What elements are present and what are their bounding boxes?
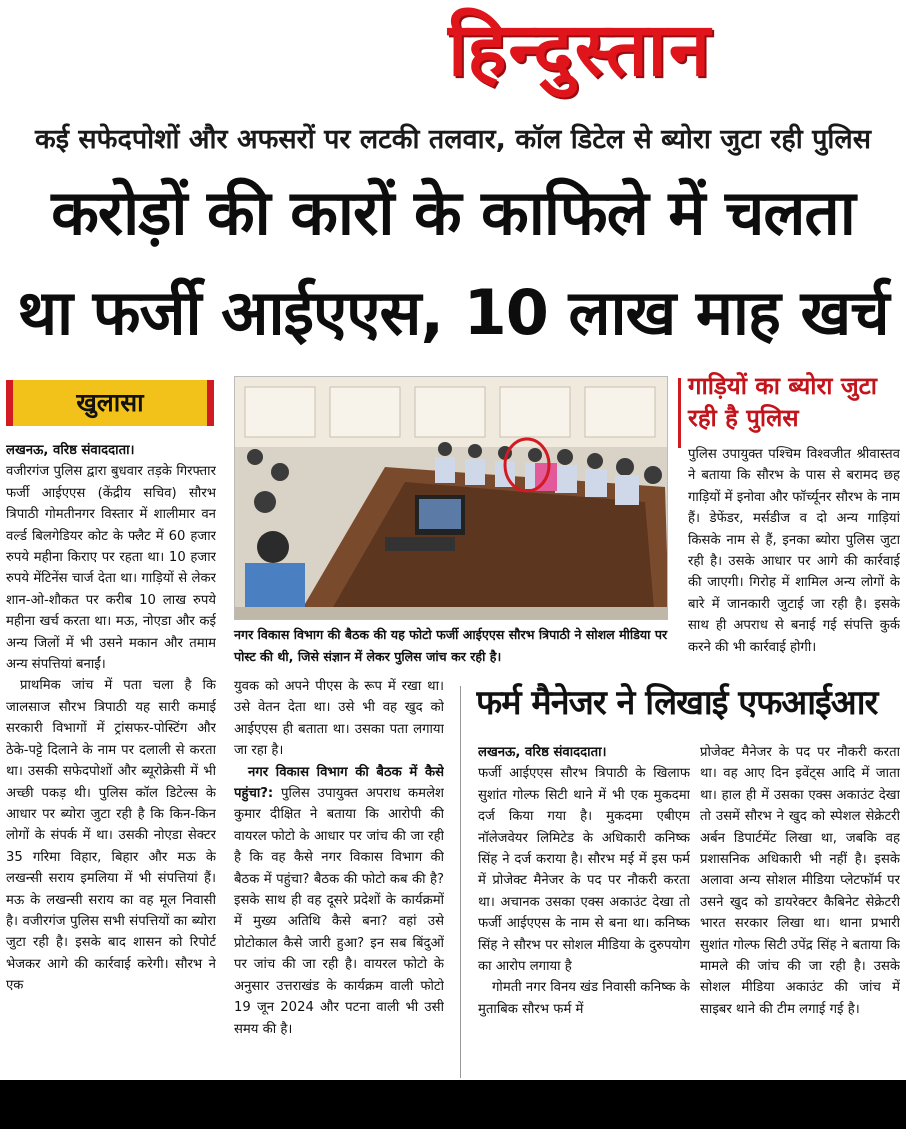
- second-story-para-2: गोमती नगर विनय खंड निवासी कनिष्क के मुताबिक सौरभ फर्म में: [478, 980, 690, 1017]
- sidebar-title: गाड़ियों का ब्योरा जुटा रही है पुलिस: [688, 372, 877, 432]
- meeting-photo: [234, 376, 668, 620]
- main-headline-line-1: करोड़ों की कारों के काफिले में चलता: [51, 176, 855, 249]
- second-story-column-b: [700, 742, 900, 1078]
- meeting-photo-illustration: [235, 377, 668, 620]
- column1-paragraph-1: वजीरगंज पुलिस द्वारा बुधवार तड़के गिरफ्तार फर्जी आईएएस (केंद्रीय सचिव) सौरभ त्रिपाठी गोमतीनगर विस्तार में शालीमार वन वर्ल्ड बिलगेडियर कोट के फ्लैट में 60 हजार रुपये महीना किराए पर रहता था। 10 हजार रुपये मेंटिनेंस चार्ज देता था। गाड़ियों से लेकर शान-ओ-शौकत पर करीब 10 लाख रुपये महीना खर्च करता था। मऊ, नोएडा और कई अन्य जिलों में भी उसने मकान और तमाम अन्य संपत्तियां बनाईं।: [6, 464, 216, 673]
- second-story-column-a: [478, 742, 690, 1078]
- kicker-headline: कई सफेदपोशों और अफसरों पर लटकी तलवार, कॉल डिटेल से ब्योरा जुटा रही पुलिस: [35, 124, 871, 155]
- column2-subhead: नगर विकास विभाग की बैठक में कैसे पहुंचा?:: [234, 764, 444, 802]
- column1-paragraph-2: प्राथमिक जांच में पता चला है कि जालसाज सौरभ त्रिपाठी यह सारी कमाई सरकारी विभागों में ट्रांसफर-पोस्टिंग और ठेके-पट्टे दिलाने के नाम पर दलाली से करता था। उसकी सफेदपोशों और ब्यूरोक्रेसी में भी अच्छी पकड़ थी। पुलिस कॉल डिटेल्स के आधार पर ब्योरा जुटा रही है कि किन-किन लोगों के संपर्क में था। उसकी नोएडा सेक्टर 35 गरिमा विहार, बिहार और मऊ के लखन्सी सराय इमलिया में भी संपत्तियां हैं। मऊ के लखन्सी सराय का वह मूल निवासी है। वजीरगंज पुलिस सभी संपत्तियों का ब्योरा जुटा रही है। इसके बाद शासन को रिपोर्ट भेजकर आगे की कार्रवाई करेगी। सौरभ ने एक: [6, 678, 216, 994]
- second-story-para-3: प्रोजेक्ट मैनेजर के पद पर नौकरी करता था। वह आए दिन इवेंट्स आदि में जाता था। हाल ही में उसका एक्स अकाउंट देखा तो उसमें सौरभ ने खुद को स्पेशल सेक्रेटरी अर्बन डिपार्टमेंट लिखा था, जबकि वह प्रशासनिक अधिकारी भी नहीं है। इसके अलावा अन्य सोशल मीडिया प्लेटफॉर्म पर उसने खुद को डायरेक्टर कैबिनेट सेक्रेटरी भारत सरकार लिखा था। थाना प्रभारी सुशांत गोल्फ सिटी उपेंद्र सिंह ने बताया कि मामले की जांच की जा रही है। उसके सोशल मीडिया अकाउंट की जांच में साइबर थाने की टीम लगाई गई है।: [700, 745, 900, 1017]
- column2-paragraph-1: युवक को अपने पीएस के रूप में रखा था। उसे वेतन देता था। उसे भी वह खुद को आईएएस ही बताता था। उसका पता लगाया जा रहा है।: [234, 679, 444, 759]
- story-column-1: [6, 440, 216, 1080]
- sidebar-accent-line: [678, 378, 681, 448]
- column-divider: [460, 686, 461, 1078]
- second-story-dateline: लखनऊ, वरिष्ठ संवाददाता।: [478, 745, 607, 760]
- dateline: लखनऊ, वरिष्ठ संवाददाता।: [6, 443, 135, 458]
- sidebar-text: पुलिस उपायुक्त पश्चिम विश्वजीत श्रीवास्तव ने बताया कि सौरभ के पास से बरामद छह गाड़ियों में इनोवा और फॉर्च्यूनर सौरभ के नाम हैं। डेफेंडर, मर्सडीज व दो अन्य गाड़ियां किसके नाम से हैं, इनका ब्योरा पुलिस जुटा रही है। उसके आधार पर आगे की कार्रवाई की जाएगी। गिरोह में शामिल अन्य लोगों के बारे में जानकारी जुटाई जा रही है। इसके साथ ही अपराध से बनाई गई संपत्ति कुर्क करने की भी कार्रवाई होगी।: [688, 447, 900, 655]
- second-story-para-1: फर्जी आईएएस सौरभ त्रिपाठी के खिलाफ सुशांत गोल्फ सिटी थाने में भी एक मुकदमा दर्ज किया गया है। मुकदमा एबीएम नॉलेजवेयर लिमिटेड के अधिकारी कनिष्क सिंह ने दर्ज कराया है। सौरभ मई में इस फर्म में प्रोजेक्ट मैनेजर के पद पर नौकरी करता था। अचानक उसका एक्स अकाउंट देखा तो फर्जी आईएएस के नाम से बना था। कनिष्क सिंह ने सौरभ पर सोशल मीडिया के दुरुपयोग का आरोप लगाया है: [478, 766, 690, 975]
- newspaper-masthead: हिन्दुस्तान: [448, 7, 712, 93]
- khulasa-tag: खुलासा: [6, 380, 214, 426]
- photo-caption: नगर विकास विभाग की बैठक की यह फोटो फर्जी आईएएस सौरभ त्रिपाठी ने सोशल मीडिया पर पोस्ट की थी, जिसे संज्ञान में लेकर पुलिस जांच कर रही है।: [234, 627, 668, 664]
- second-story-headline: फर्म मैनेजर ने लिखाई एफआईआर: [476, 683, 878, 723]
- column2-paragraph-2: पुलिस उपायुक्त अपराध कमलेश कुमार दीक्षित ने बताया कि आरोपी की वायरल फोटो के आधार पर जांच की जा रही है कि वह कैसे नगर विकास विभाग की बैठक में पहुंचा? बैठक की फोटो कब की है? इसके साथ ही वह दूसरे प्रदेशों के कार्यक्रमों में मुख्य अतिथि कैसे बना? वहां उसे प्रोटोकाल कैसे जारी हुआ? इन सब बिंदुओं पर जांच की जा रही है। वायरल फोटो के अनुसार उत्तराखंड के कार्यक्रम वाली फोटो 19 जून 2024 और पटना वाली भी उसी समय की है।: [234, 786, 444, 1037]
- bottom-black-band: [0, 1080, 906, 1129]
- story-column-2: [234, 676, 444, 1078]
- main-headline-line-2: था फर्जी आईएएस, 10 लाख माह खर्च: [17, 276, 889, 349]
